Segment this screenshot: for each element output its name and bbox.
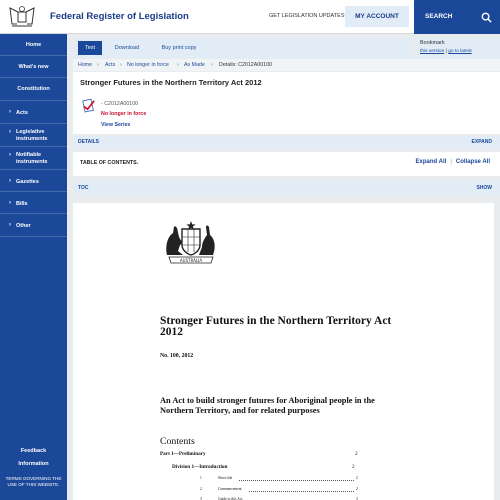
breadcrumb-acts[interactable]: Acts [105,62,116,68]
toc-label: TOC [78,185,89,191]
toc-section-number: 1 [200,476,202,480]
search-button[interactable] [414,0,500,34]
toc-page-number: 2 [355,451,358,457]
toc-page-number: 2 [352,464,355,470]
terms-link[interactable]: TERMS GOVERNING THE USE OF THIS WEBSITE. [5,476,62,487]
document-id: - C2012A00100 [101,101,139,107]
coat-of-arms-icon[interactable] [6,4,38,30]
toc-section-title[interactable]: Guide to this Act [218,497,243,500]
breadcrumb-details: Details: C2012A00100 [219,62,273,68]
bookmark-this-version-link[interactable]: this version [420,49,445,54]
chevron-right-icon: › [9,109,11,115]
details-label: DETAILS [78,139,100,145]
search-icon [481,12,492,23]
information-link[interactable]: Information [18,461,49,467]
chevron-right-icon: › [9,129,11,135]
breadcrumb-no-longer-in-force[interactable]: No longer in force [127,62,169,68]
sidebar-item-label: Notifiable instruments [16,152,48,165]
sidebar-item-label: Other [16,223,31,229]
act-number: No. 100, 2012 [160,353,194,359]
sidebar-item-gazettes[interactable] [0,170,67,192]
sidebar-item-label: Gazettes [16,179,39,185]
toc-section-number: 2 [200,487,202,491]
contents-heading: Contents [160,436,195,447]
document-status: No longer in force [101,111,147,117]
bookmark-panel [417,38,500,58]
document-toolbar [73,38,412,58]
sidebar-item-acts[interactable] [0,101,67,124]
chevron-right-icon: › [211,62,213,68]
sidebar-item-constitution[interactable] [0,78,67,101]
chevron-right-icon: › [97,62,99,68]
bookmark-links [420,49,472,54]
sidebar-item-label: What's new [18,64,49,70]
document-page [73,203,494,500]
sidebar-item-legislative-instruments[interactable] [0,124,67,147]
details-bar[interactable] [73,136,500,148]
get-updates-link[interactable]: GET LEGISLATION UPDATES [269,13,345,19]
toc-show-button[interactable]: SHOW [476,185,492,191]
sidebar-item-label: Acts [16,110,28,116]
toc-part-1[interactable]: Part 1—Preliminary [160,451,206,457]
chevron-right-icon: › [9,200,11,206]
view-series-link[interactable]: View Series [101,122,131,128]
document-title: Stronger Futures in the Northern Territory Act 2012 [80,78,262,87]
breadcrumb-home[interactable]: Home [78,62,93,68]
sidebar-item-label: Legislative instruments [16,129,48,142]
sidebar-item-label: Bills [16,201,28,207]
toc-page-number: 2 [356,487,358,491]
toc-panel-label: TABLE OF CONTENTS. [80,160,139,166]
chevron-right-icon: › [9,178,11,184]
feedback-link[interactable]: Feedback [20,448,47,454]
bookmark-latest-link[interactable]: go to latest [448,49,472,54]
collapse-all-button[interactable]: Collapse All [455,159,490,165]
chevron-right-icon: › [9,152,11,158]
bookmark-title: Bookmark [420,40,445,46]
sidebar-item-whats-new[interactable] [0,56,67,78]
bookmark-separator: | [445,49,447,54]
coat-of-arms-icon [161,219,221,265]
sidebar-item-notifiable-instruments[interactable] [0,147,67,170]
tab-buy-print-copy[interactable]: Buy print copy [161,45,197,51]
sidebar-item-bills[interactable] [0,192,67,214]
table-of-contents-panel [73,152,500,176]
my-account-button[interactable]: MY ACCOUNT [345,6,409,27]
breadcrumb [73,59,500,71]
toc-section-title[interactable]: Short title [218,476,233,480]
document-status-icon [81,98,96,113]
tab-text[interactable]: Text [78,41,102,55]
expand-all-button[interactable]: Expand All [415,159,447,165]
toc-leader [249,491,354,492]
toc-actions [416,159,490,165]
toc-page-number: 3 [356,497,358,500]
act-title: Stronger Futures in the Northern Territory Act 2012 [160,315,392,338]
chevron-right-icon: › [9,222,11,228]
toc-separator: | [450,159,452,165]
details-expand-button[interactable]: EXPAND [471,139,492,145]
sidebar [0,34,67,500]
chevron-right-icon: › [120,62,122,68]
act-long-title: An Act to build stronger futures for Aboriginal people in the Northern Territory, and for related purposes [160,396,375,415]
toc-page-number: 2 [356,476,358,480]
sidebar-item-label: Home [25,42,42,48]
sidebar-item-home[interactable] [0,34,67,56]
search-label: SEARCH [425,13,453,20]
toc-division-1[interactable]: Division 1—Introduction [172,464,228,470]
breadcrumb-as-made[interactable]: As Made [184,62,205,68]
sidebar-item-label: Constitution [17,86,50,92]
crest-motto: AUSTRALIA [179,258,203,263]
toc-bar[interactable] [73,182,500,194]
toc-section-number: 3 [200,497,202,500]
tab-download[interactable]: Download [114,45,140,51]
toc-section-title[interactable]: Commencement [218,487,242,491]
site-title[interactable]: Federal Register of Legislation [50,11,189,22]
toc-leader [239,480,354,481]
chevron-right-icon: › [177,62,179,68]
site-header [0,0,500,34]
document-header [73,72,500,134]
sidebar-item-other[interactable] [0,214,67,237]
